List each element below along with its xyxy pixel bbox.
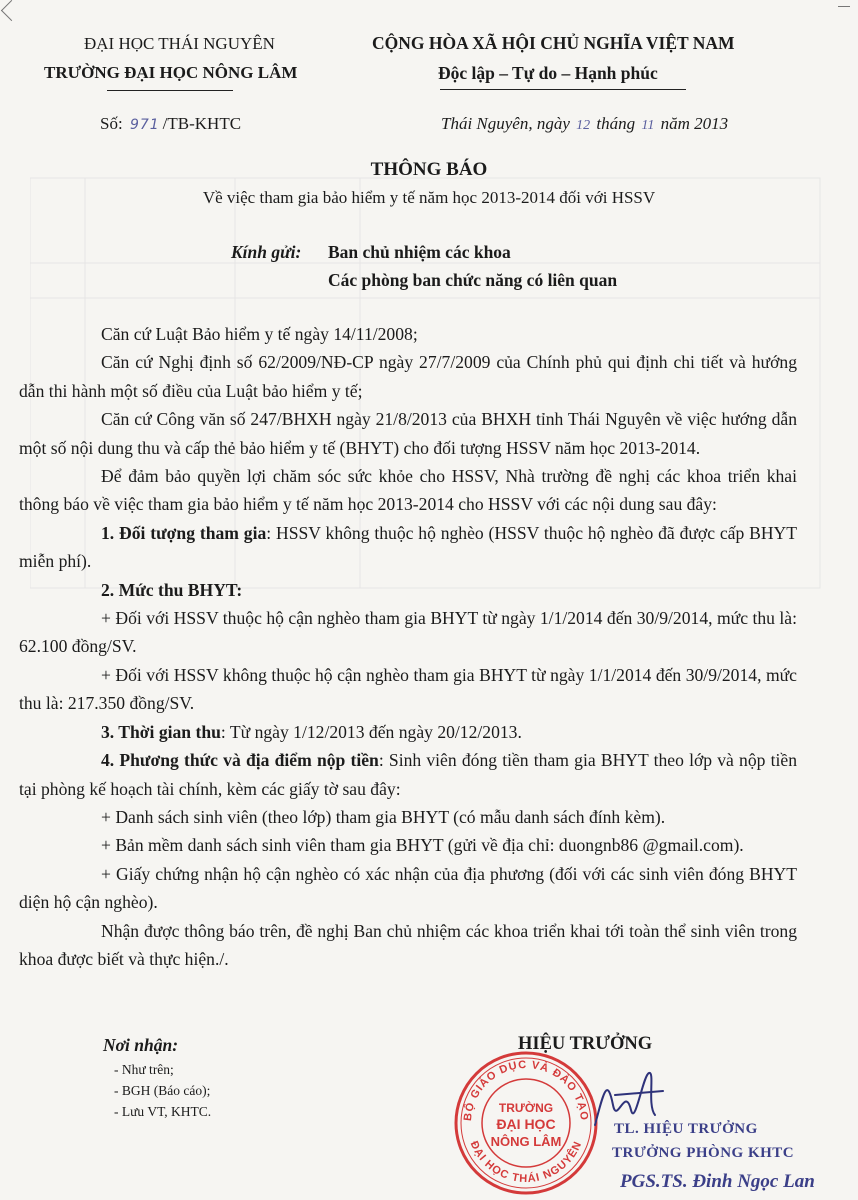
section-2-heading: [101, 576, 797, 604]
addressee-label: Kính gửi:: [231, 242, 302, 262]
national-motto: Độc lập – Tự do – Hạnh phúc: [438, 63, 658, 83]
seal-center-line-3: NÔNG LÂM: [490, 1134, 562, 1149]
section-4-item-1: + Danh sách sinh viên (theo lớp) tham gia BHYT (có mẫu danh sách đính kèm).: [101, 806, 666, 827]
section-4-text: : Sinh viên đóng tiền tham gia BHYT theo lớp và nộp tiền tại phòng kế hoạch tài chính, kèm các giấy tờ sau đây:: [19, 750, 798, 799]
number-prefix: Số:: [100, 114, 123, 133]
intro-paragraph: Để đảm bảo quyền lợi chăm sóc sức khỏe cho HSSV, Nhà trường đề nghị các khoa triển khai thông báo về việc tham gia bảo hiểm y tế năm học 2013-2014 cho HSSV với các nội dung sau đây:: [19, 466, 797, 515]
month-handwritten: 11: [641, 118, 655, 133]
document-body: [19, 320, 798, 973]
number-suffix: /TB-KHTC: [162, 114, 242, 133]
place-date: [441, 114, 728, 134]
closing-paragraph: Nhận được thông báo trên, đề nghị Ban chủ nhiệm các khoa triển khai tới toàn thể sinh viên trong khoa được biết và thực hiện./.: [19, 920, 797, 969]
section-4-item-2: + Bản mềm danh sách sinh viên tham gia BHYT (gửi về địa chỉ: duongnb86 @gmail.com).: [101, 835, 744, 856]
year-text: năm 2013: [660, 114, 729, 133]
section-4-item-3: + Giấy chứng nhận hộ cận nghèo có xác nhận của địa phương (đối với các sinh viên đóng BHYT diện hộ cận nghèo).: [19, 863, 797, 913]
section-2-item-1: + Đối với HSSV thuộc hộ cận nghèo tham gia BHYT từ ngày 1/1/2014 đến 30/9/2014, mức thu là: 62.100 đồng/SV.: [19, 608, 797, 657]
legal-basis-3: Căn cứ Công văn số 247/BHXH ngày 21/8/2013 của BHXH tỉnh Thái Nguyên về việc hướng dẫn một số nội dung thu và cấp thẻ bảo hiểm y tế (BHYT) cho đối tượng HSSV năm học 2013-2014.: [19, 409, 797, 458]
document-number: [100, 114, 241, 134]
section-1-heading: 1. Đối tượng tham gia: [101, 522, 267, 543]
day-handwritten: 12: [576, 118, 591, 133]
scan-corner-mark-right: [838, 6, 850, 11]
seal-center-line-2: ĐẠI HỌC: [496, 1116, 556, 1132]
section-4-heading: 4. Phương thức và địa điểm nộp tiền: [101, 750, 379, 771]
parent-organization: ĐẠI HỌC THÁI NGUYÊN: [84, 34, 275, 53]
distribution-item: - Lưu VT, KHTC.: [114, 1104, 212, 1119]
document-title: THÔNG BÁO: [370, 159, 488, 180]
national-title: CỘNG HÒA XÃ HỘI CHỦ NGHĨA VIỆT NAM: [372, 33, 735, 53]
section-1-text: : HSSV không thuộc hộ nghèo (HSSV thuộc hộ nghèo đã được cấp BHYT miễn phí).: [19, 522, 798, 572]
signatory-role-1: TL. HIỆU TRƯỞNG: [614, 1121, 758, 1137]
document-subtitle: Về việc tham gia bảo hiểm y tế năm học 2013-2014 đối với HSSV: [202, 188, 656, 207]
signatory-role-2: TRƯỞNG PHÒNG KHTC: [612, 1145, 795, 1161]
org-underline: [107, 90, 233, 91]
section-3-text: : Từ ngày 1/12/2013 đến ngày 20/12/2013.: [220, 721, 522, 742]
seal-center-line-1: TRƯỜNG: [498, 1101, 554, 1115]
seal-ring-bottom: ĐẠI HỌC THÁI NGUYÊN: [467, 1139, 585, 1186]
motto-underline: [440, 89, 686, 90]
month-label: tháng: [596, 114, 636, 133]
addressee-line-1: Ban chủ nhiệm các khoa: [328, 242, 511, 262]
section-2-heading-text: 2. Mức thu BHYT:: [101, 579, 243, 600]
addressee-line-2: Các phòng ban chức năng có liên quan: [328, 270, 618, 290]
legal-basis-2: Căn cứ Nghị định số 62/2009/NĐ-CP ngày 27/7/2009 của Chính phủ qui định chi tiết và hướng dẫn thi hành một số điều của Luật bảo hiểm y tế;: [19, 352, 797, 401]
section-3: [101, 718, 797, 746]
distribution-item: - Như trên;: [114, 1062, 174, 1077]
legal-basis-1: Căn cứ Luật Bảo hiểm y tế ngày 14/11/2008;: [101, 324, 418, 344]
section-3-heading: 3. Thời gian thu: [101, 721, 221, 742]
scan-corner-mark: [1, 0, 22, 21]
place-prefix: Thái Nguyên, ngày: [441, 114, 570, 133]
section-2-item-2: + Đối với HSSV không thuộc hộ cận nghèo tham gia BHYT từ ngày 1/1/2014 đến 30/9/2014, mức thu là: 217.350 đồng/SV.: [19, 664, 797, 714]
seal-ring-top: BỘ GIÁO DỤC VÀ ĐÀO TẠO: [461, 1058, 591, 1122]
official-seal: [451, 1048, 601, 1198]
signatory-title: HIỆU TRƯỞNG: [518, 1034, 653, 1054]
number-handwritten: 971: [129, 117, 160, 133]
issuing-organization: TRƯỜNG ĐẠI HỌC NÔNG LÂM: [44, 63, 298, 82]
signatory-name: PGS.TS. Đinh Ngọc Lan: [620, 1171, 815, 1192]
section-4: [19, 746, 797, 803]
distribution-title: Nơi nhận:: [103, 1035, 179, 1055]
distribution-item: - BGH (Báo cáo);: [114, 1083, 211, 1098]
section-1: [19, 519, 797, 576]
